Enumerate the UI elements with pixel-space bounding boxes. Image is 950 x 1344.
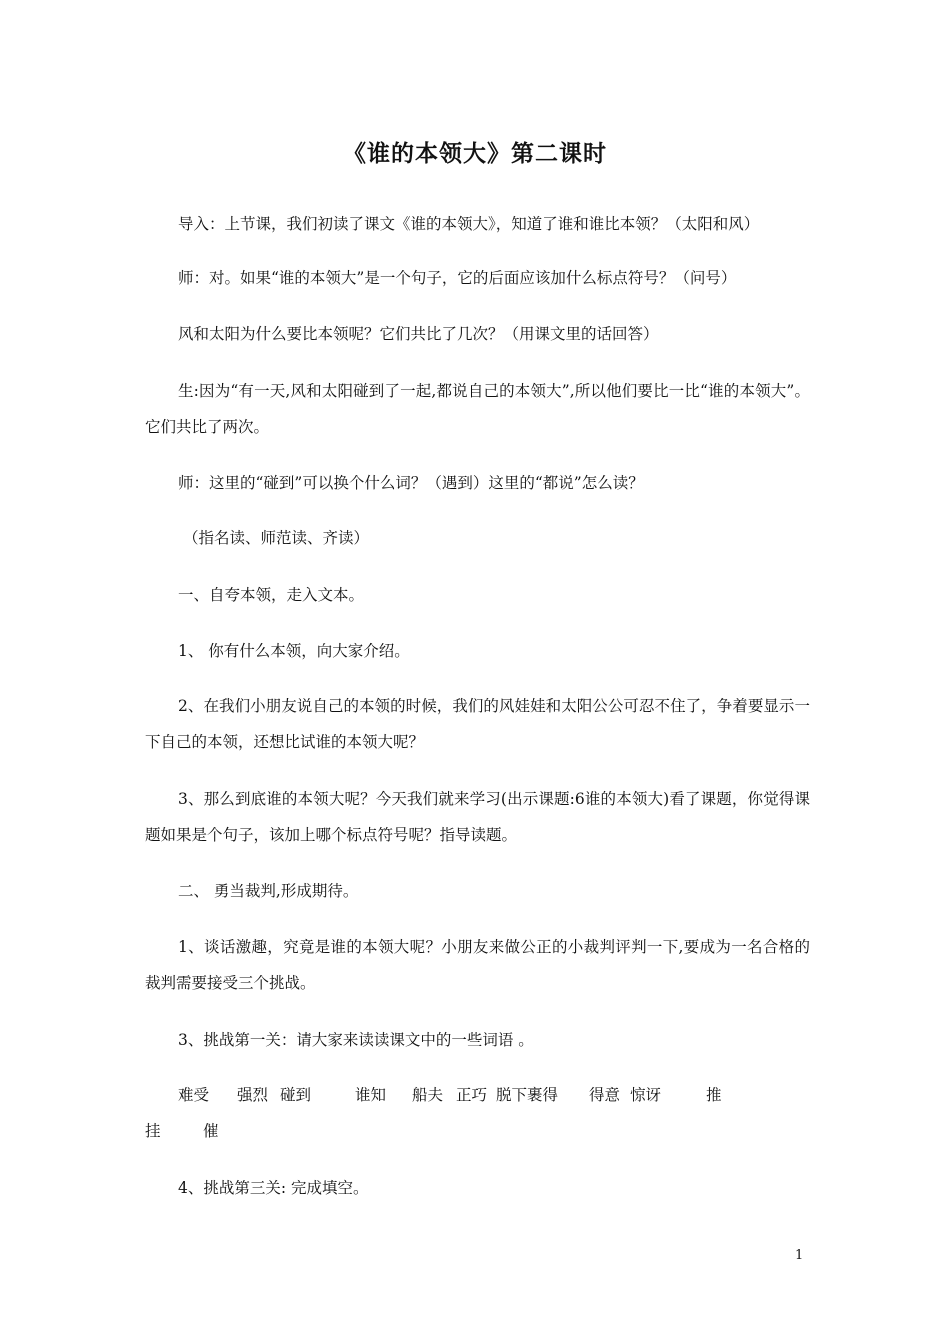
challenge-three: 4、挑战第三关: 完成填空。 — [178, 1179, 369, 1197]
vocab-word: 难受 — [178, 1086, 210, 1104]
list-item-talk: 1、谈话激趣，究竟是谁的本领大呢？小朋友来做公正的小裁判评判一下,要成为一名合格的裁判需要接受三个挑战。 — [145, 938, 810, 992]
vocab-word: 船夫 — [412, 1086, 444, 1104]
paragraph-teacher-word: 师：这里的“碰到”可以换个什么词？（遇到）这里的“都说”怎么读？ — [178, 474, 644, 492]
vocab-word: 强烈 — [237, 1086, 269, 1104]
paragraph-teacher-question: 师：对。如果“谁的本领大”是一个句子，它的后面应该加什么标点符号？（问号） — [178, 269, 737, 287]
vocab-word: 得意 — [589, 1086, 621, 1104]
paragraph-reading-note: （指名读、师范读、齐读） — [183, 529, 370, 547]
section-heading-two: 二、 勇当裁判,形成期待。 — [178, 882, 359, 900]
vocab-word: 推 — [706, 1086, 722, 1104]
challenge-one: 3、挑战第一关：请大家来读读课文中的一些词语 。 — [178, 1031, 534, 1049]
document-title: 《谁的本领大》第二课时 — [343, 141, 607, 167]
vocab-word: 正巧 — [456, 1086, 488, 1104]
page-number: 1 — [795, 1248, 804, 1263]
vocab-word: 谁知 — [355, 1086, 387, 1104]
vocab-word: 催 — [203, 1122, 219, 1140]
vocabulary-words — [145, 1077, 810, 1149]
vocab-word: 碰到 — [280, 1086, 312, 1104]
section-heading-one: 一、自夸本领，走入文本。 — [178, 586, 365, 604]
paragraph-intro: 导入：上节课，我们初读了课文《谁的本领大》，知道了谁和谁比本领？（太阳和风） — [178, 215, 760, 233]
vocab-word: 惊讶 — [630, 1086, 662, 1104]
list-item-2: 2、在我们小朋友说自己的本领的时候，我们的风娃娃和太阳公公可忍不住了，争着要显示一下自己的本领，还想比试谁的本领大呢？ — [145, 697, 810, 751]
vocab-word: 挂 — [145, 1122, 161, 1140]
list-item-3: 3、那么到底谁的本领大呢？今天我们就来学习(出示课题:6谁的本领大)看了课题，你觉得课题如果是个句子，该加上哪个标点符号呢？指导读题。 — [145, 790, 810, 844]
paragraph-compare-question: 风和太阳为什么要比本领呢？它们共比了几次？（用课文里的话回答） — [178, 325, 659, 343]
paragraph-student-answer: 生:因为“有一天,风和太阳碰到了一起,都说自己的本领大”,所以他们要比一比“谁的本领大”。它们共比了两次。 — [145, 382, 810, 436]
list-item-1: 1、 你有什么本领，向大家介绍。 — [178, 642, 410, 660]
vocab-word: 脱下裹得 — [496, 1086, 559, 1104]
